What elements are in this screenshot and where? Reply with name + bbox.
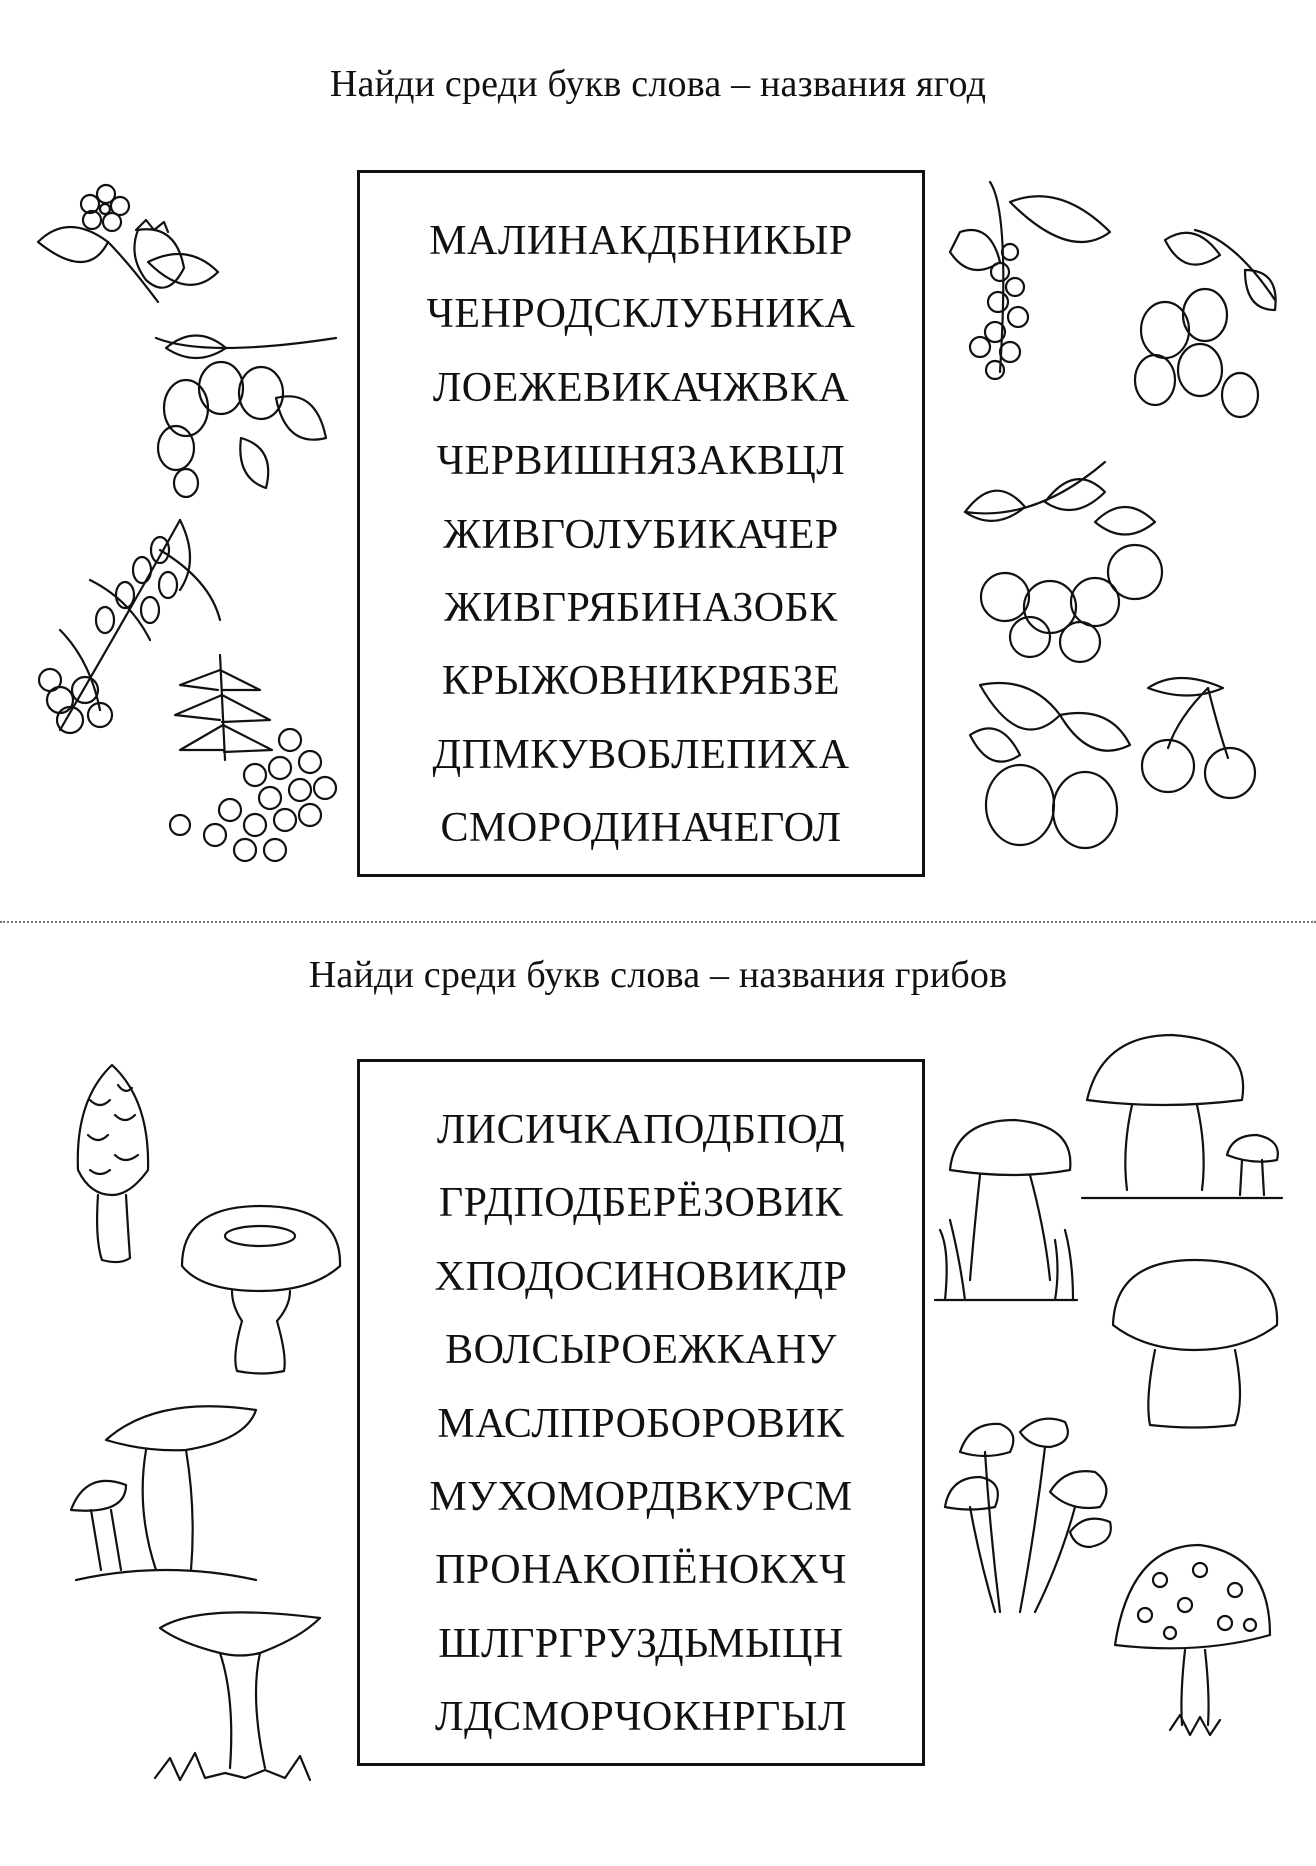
milk-cap-icon bbox=[172, 1196, 347, 1376]
mushrooms-letter-grid bbox=[357, 1059, 925, 1766]
honey-fungus-cluster-icon bbox=[940, 1412, 1115, 1617]
grid-row: МАСЛПРОБОРОВИК bbox=[437, 1400, 845, 1447]
berries-rows bbox=[360, 205, 922, 866]
grid-row: ЛОЕЖЕВИКАЧЖВКА bbox=[432, 364, 850, 411]
morel-icon bbox=[70, 1060, 155, 1265]
russula-group-icon bbox=[66, 1390, 266, 1590]
rowan-icon bbox=[160, 650, 360, 870]
strawberry-icon bbox=[28, 172, 228, 312]
grid-row: ШЛГРГРУЗДЬМЫЦН bbox=[438, 1620, 844, 1667]
fly-agaric-icon bbox=[1110, 1535, 1275, 1740]
grid-row: МАЛИНАКДБНИКЫР bbox=[429, 218, 853, 264]
cherry-icon bbox=[1138, 668, 1263, 798]
grid-row: ЛДСМОРЧОКНРГЫЛ bbox=[435, 1694, 847, 1741]
grid-row: ХПОДОСИНОВИКДР bbox=[434, 1253, 848, 1300]
gooseberry-icon bbox=[1125, 220, 1285, 435]
grid-row: ЖИВГОЛУБИКАЧЕР bbox=[443, 511, 839, 558]
grid-row: ГРДПОДБЕРЁЗОВИК bbox=[438, 1180, 844, 1227]
grid-row: ЖИВГРЯБИНАЗОБК bbox=[444, 584, 838, 631]
boletus-pair-icon bbox=[1082, 1030, 1282, 1205]
chanterelle-icon bbox=[150, 1598, 325, 1788]
berries-title: Найди среди букв слова – названия ягод bbox=[329, 63, 987, 105]
grid-row: ВОЛСЫРОЕЖКАНУ bbox=[445, 1327, 837, 1374]
grid-row: ДПМКУВОБЛЕПИХА bbox=[432, 731, 850, 778]
grid-row: СМОРОДИНАЧЕГОЛ bbox=[440, 805, 842, 852]
grid-row: КРЫЖОВНИКРЯБЗЕ bbox=[441, 658, 841, 705]
berries-letter-grid bbox=[357, 170, 925, 877]
blueberry-icon bbox=[955, 452, 1180, 657]
mushrooms-title: Найди среди букв слова – названия грибов bbox=[308, 954, 1008, 996]
porcini-in-grass-icon bbox=[935, 1110, 1077, 1305]
grid-row: ЛИСИЧКАПОДБПОД bbox=[436, 1107, 846, 1153]
currant-icon bbox=[940, 172, 1120, 382]
section-divider bbox=[0, 921, 1316, 923]
grid-row: ЧЕНРОДСКЛУБНИКА bbox=[426, 291, 856, 338]
blackberry-icon bbox=[960, 675, 1135, 860]
raspberry-branch-icon bbox=[146, 318, 346, 498]
mushrooms-rows bbox=[360, 1094, 922, 1755]
porcini-icon bbox=[1105, 1250, 1285, 1430]
grid-row: ПРОНАКОПЁНОКХЧ bbox=[435, 1547, 847, 1594]
grid-row: ЧЕРВИШНЯЗАКВЦЛ bbox=[436, 438, 846, 485]
grid-row: МУХОМОРДВКУРСМ bbox=[429, 1473, 853, 1520]
